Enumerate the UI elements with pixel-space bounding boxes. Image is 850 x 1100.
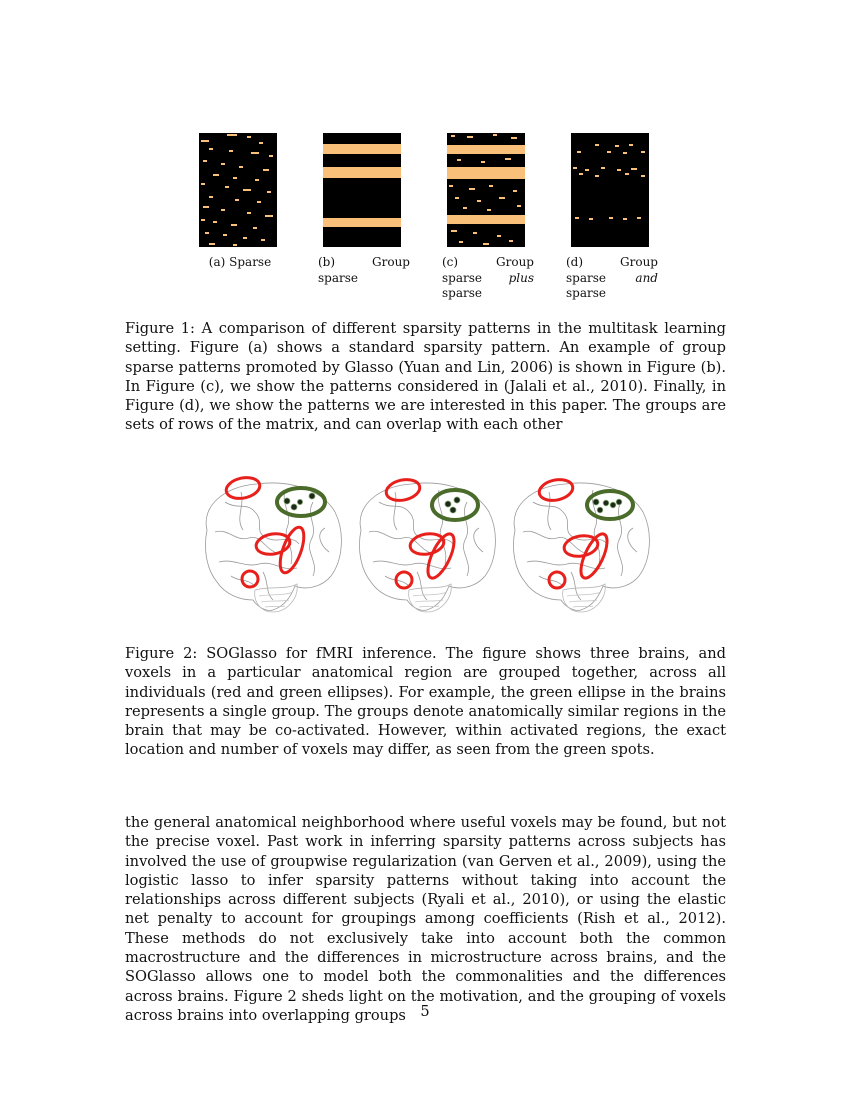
green-voxel-spots: [284, 493, 315, 510]
body-paragraph: the general anatomical neighborhood where useful voxels may be found, but not the precise voxel. Past work in inferring sparsity patterns across subjects has involved the use of groupwise regularization (van Gerven et al., 2009), using the logistic lasso to infer sparsity patterns without taking into account the relationships across different subjects (Ryali et al., 2010), or using the elastic net penalty to account for groupings among coefficients (Rish et al., 2012). These methods do not exclusively take into account both the common macrostructure and the differences in microstructure across brains, and the SOGlasso allows one to model both the commonalities and the differences across brains. Figure 2 sheds light on the motivation, and the grouping of voxels across brains into overlapping groups: [125, 814, 726, 1024]
subcaption-b-word1: Group: [372, 255, 410, 269]
subcaption-c-line3: sparse: [442, 286, 482, 300]
green-voxel-spots: [593, 499, 622, 513]
brain-outline: [513, 483, 649, 612]
subcaption-a: [194, 255, 286, 271]
brain-outline: [205, 483, 341, 612]
group-sparse-pattern-matrix: [323, 133, 401, 247]
brain-illustration-1: [195, 472, 345, 624]
green-group-ellipse: [432, 490, 478, 520]
subcaption-b-tag: (b): [318, 255, 336, 269]
subcaption-d-tag: (d): [566, 255, 584, 269]
brain-outline: [359, 483, 495, 612]
subcaption-b: [318, 255, 410, 286]
subcaption-d-line3: sparse: [566, 286, 606, 300]
subcaption-c-tag: (c): [442, 255, 459, 269]
subcaption-d-line2b: and: [635, 270, 658, 285]
red-group-ellipses: [224, 475, 308, 587]
sparse-pattern-matrix: [199, 133, 277, 247]
subcaption-c-line2a: sparse: [442, 270, 482, 285]
subcaption-c-line2b: plus: [508, 270, 534, 285]
group-plus-sparse-pattern-matrix: [447, 133, 525, 247]
figure1-caption: Figure 1: A comparison of different sparsity patterns in the multitask learning setting. Figure (a) shows a standard sparsity pattern. An example of group sparse patterns promoted by Glasso (Yuan and Lin, 2006) is shown in Figure (b). In Figure (c), we show the patterns considered in (Jalali et al., 2010). Finally, in Figure (d), we show the patterns we are interested in this paper. The groups are sets of rows of the matrix, and can overlap with each other: [125, 320, 726, 434]
subcaption-c: [442, 255, 534, 302]
subcaption-d-word1: Group: [620, 255, 658, 269]
subcaption-a-tag: (a): [208, 255, 226, 269]
subcaption-c-word1: Group: [496, 255, 534, 269]
subcaption-d: [566, 255, 658, 302]
subcaption-b-line2: sparse: [318, 270, 358, 285]
subcaption-a-label: Sparse: [229, 255, 272, 269]
green-voxel-spots: [445, 497, 460, 513]
page-number: 5: [420, 1003, 430, 1020]
group-sparse-and-sparse-pattern-matrix: [571, 133, 649, 247]
subcaption-d-line2a: sparse: [566, 270, 606, 285]
brain-illustration-2: [349, 472, 499, 624]
brain-illustration-3: [503, 472, 653, 624]
figure2-caption: Figure 2: SOGlasso for fMRI inference. The figure shows three brains, and voxels in a particular anatomical region are grouped together, across all individuals (red and green ellipses). For example, the green ellipse in the brains represents a single group. The groups denote anatomically similar regions in the brain that may be co-activated. However, within activated regions, the exact location and number of voxels may differ, as seen from the green spots.: [125, 645, 726, 759]
